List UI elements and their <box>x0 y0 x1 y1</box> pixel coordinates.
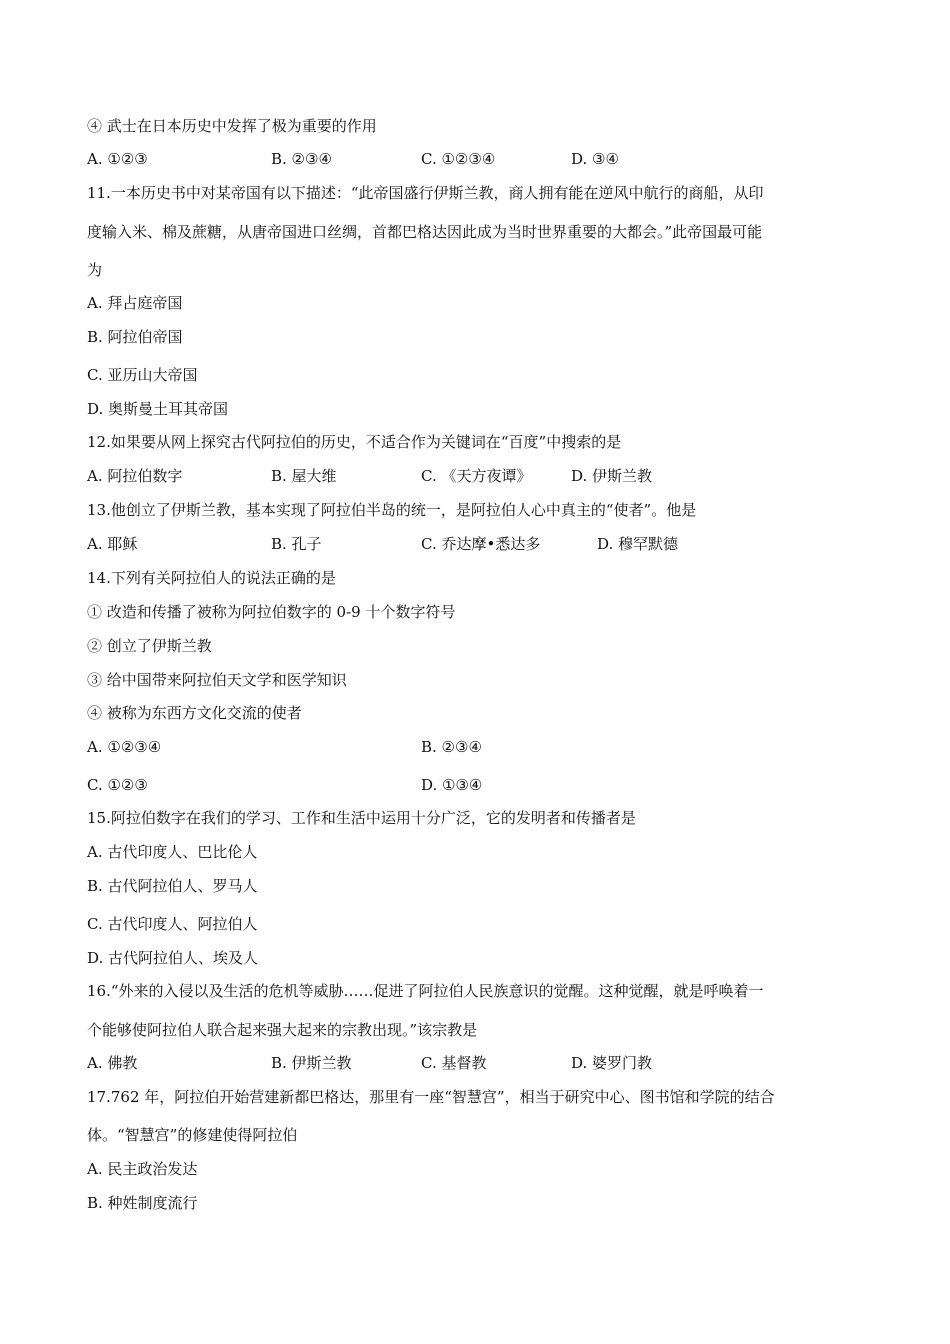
q11-option-a: A. 拜占庭帝国 <box>87 294 183 312</box>
q15-option-b: B. 古代阿拉伯人、罗马人 <box>87 877 258 895</box>
q14-option-a: A. ①②③④ <box>87 738 162 756</box>
q14-option-c: C. ①②③ <box>87 776 148 794</box>
q10-option-b: B. ②③④ <box>271 150 332 168</box>
q16-option-c: C. 基督教 <box>421 1054 487 1072</box>
q13-option-c: C. 乔达摩•悉达多 <box>421 535 541 553</box>
q13-text: 13.他创立了伊斯兰教，基本实现了阿拉伯半岛的统一，是阿拉伯人心中真主的“使者”。他是 <box>87 501 697 519</box>
q15-text: 15.阿拉伯数字在我们的学习、工作和生活中运用十分广泛，它的发明者和传播者是 <box>87 809 636 827</box>
q13-option-d: D. 穆罕默德 <box>597 535 679 553</box>
q14-option-d: D. ①③④ <box>421 776 483 794</box>
q14-statement-2: ② 创立了伊斯兰教 <box>87 637 212 655</box>
q10-statement-4: ④ 武士在日本历史中发挥了极为重要的作用 <box>87 117 377 135</box>
q11-text-line-3: 为 <box>87 261 103 279</box>
q17-option-b: B. 种姓制度流行 <box>87 1194 198 1212</box>
q14-statement-1: ① 改造和传播了被称为阿拉伯数字的 0-9 十个数字符号 <box>87 603 456 621</box>
q10-option-c: C. ①②③④ <box>421 150 496 168</box>
q17-text-line-2: 体。“智慧宫”的修建使得阿拉伯 <box>87 1126 298 1144</box>
q12-option-c: C. 《天方夜谭》 <box>421 467 532 485</box>
q11-text-line-2: 度输入米、棉及蔗糖，从唐帝国进口丝绸，首都巴格达因此成为当时世界重要的大都会。”此帝国最可能 <box>87 223 763 241</box>
q10-option-a: A. ①②③ <box>87 150 148 168</box>
q16-option-b: B. 伊斯兰教 <box>271 1054 352 1072</box>
q14-statement-4: ④ 被称为东西方文化交流的使者 <box>87 704 302 722</box>
q11-option-d: D. 奥斯曼土耳其帝国 <box>87 400 229 418</box>
q16-text-line-2: 个能够使阿拉伯人联合起来强大起来的宗教出现。”该宗教是 <box>87 1021 478 1039</box>
q13-option-b: B. 孔子 <box>271 535 322 553</box>
q14-option-b: B. ②③④ <box>421 738 482 756</box>
q10-option-d: D. ③④ <box>571 150 619 168</box>
q13-option-a: A. 耶稣 <box>87 535 138 553</box>
q12-option-a: A. 阿拉伯数字 <box>87 467 183 485</box>
q16-option-a: A. 佛教 <box>87 1054 138 1072</box>
q15-option-d: D. 古代阿拉伯人、埃及人 <box>87 949 259 967</box>
q15-option-a: A. 古代印度人、巴比伦人 <box>87 843 258 861</box>
q11-option-c: C. 亚历山大帝国 <box>87 366 198 384</box>
q12-option-b: B. 屋大维 <box>271 467 337 485</box>
q16-option-d: D. 婆罗门教 <box>571 1054 653 1072</box>
q16-text-line-1: 16.“外来的入侵以及生活的危机等威胁……促进了阿拉伯人民族意识的觉醒。这种觉醒，就是呼唤着一 <box>87 982 764 1000</box>
q17-text-line-1: 17.762 年，阿拉伯开始营建新都巴格达，那里有一座“智慧宫”，相当于研究中心、图书馆和学院的结合 <box>87 1088 775 1106</box>
q17-option-a: A. 民主政治发达 <box>87 1160 198 1178</box>
q12-option-d: D. 伊斯兰教 <box>571 467 653 485</box>
q12-text: 12.如果要从网上探究古代阿拉伯的历史，不适合作为关键词在“百度”中搜索的是 <box>87 433 622 451</box>
q14-statement-3: ③ 给中国带来阿拉伯天文学和医学知识 <box>87 671 347 689</box>
q11-text-line-1: 11.一本历史书中对某帝国有以下描述：“此帝国盛行伊斯兰教，商人拥有能在逆风中航行的商船，从印 <box>87 184 764 202</box>
q15-option-c: C. 古代印度人、阿拉伯人 <box>87 915 258 933</box>
q11-option-b: B. 阿拉伯帝国 <box>87 328 183 346</box>
q14-text: 14.下列有关阿拉伯人的说法正确的是 <box>87 569 336 587</box>
